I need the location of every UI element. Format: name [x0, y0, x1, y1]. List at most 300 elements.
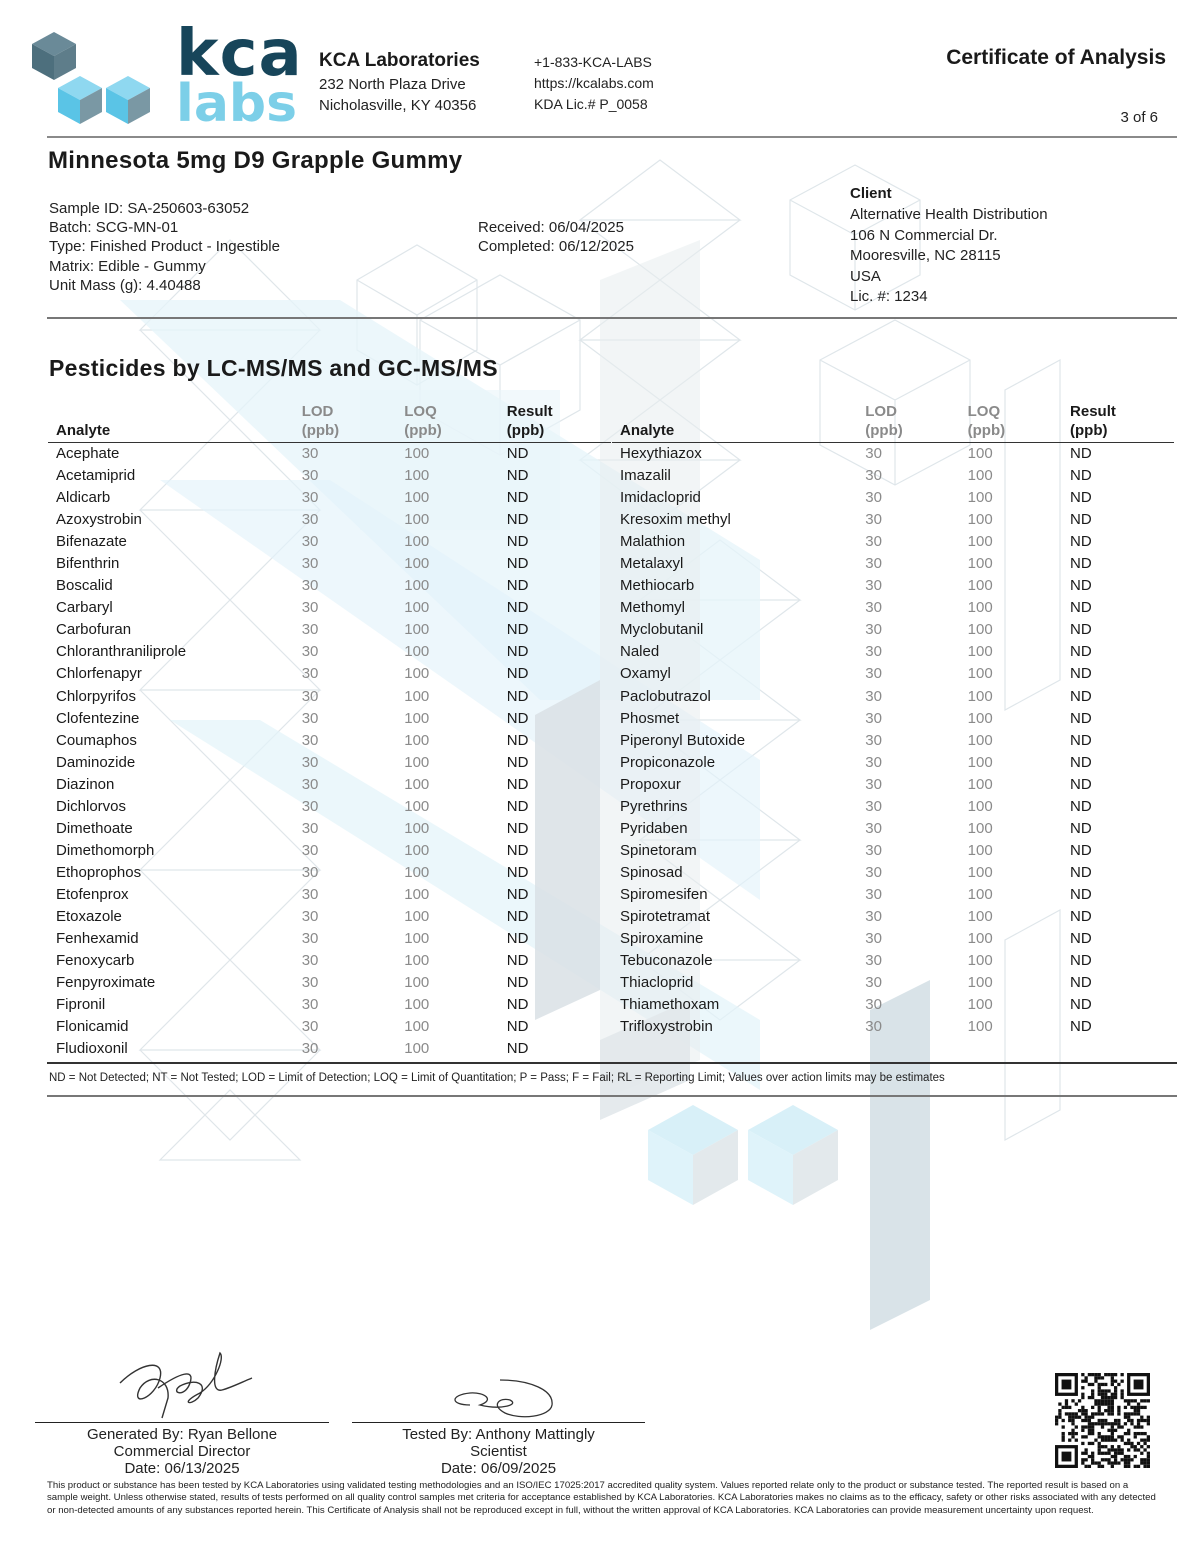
table-row — [612, 906, 1174, 928]
lod-value: 30 — [865, 467, 882, 485]
loq-value: 100 — [404, 797, 430, 815]
loq-value: 100 — [404, 974, 430, 992]
sample-id: Sample ID: SA-250603-63052 — [49, 200, 250, 217]
result-value: ND — [1070, 731, 1092, 749]
generated-by: Generated By: Ryan Bellone — [86, 1426, 278, 1443]
tested-title: Scientist — [470, 1443, 527, 1460]
table-row — [48, 730, 611, 752]
loq-value: 100 — [404, 841, 430, 859]
result-value: ND — [1070, 952, 1092, 970]
result-value: ND — [506, 952, 529, 970]
loq-value: 100 — [404, 577, 430, 595]
analyte-name: Paclobutrazol — [620, 687, 711, 705]
lod-value: 30 — [301, 908, 319, 925]
result-value: ND — [1070, 599, 1092, 617]
loq-value: 100 — [967, 863, 993, 881]
loq-value: 100 — [967, 885, 993, 903]
table-row — [48, 487, 611, 509]
table-row — [612, 575, 1174, 597]
qr-code-icon[interactable] — [1055, 1373, 1150, 1468]
analyte-name: Methomyl — [620, 599, 686, 617]
lod-value: 30 — [865, 797, 882, 815]
result-value: ND — [506, 930, 529, 948]
result-value: ND — [1070, 974, 1092, 992]
received-date: Received: 06/04/2025 — [478, 219, 624, 236]
loq-value: 100 — [404, 599, 430, 617]
loq-value: 100 — [404, 555, 430, 573]
analyte-name: Hexythiazox — [620, 445, 702, 463]
analyte-name: Etoxazole — [56, 908, 122, 925]
result-value: ND — [1070, 819, 1092, 837]
sample-divider — [47, 317, 1177, 319]
loq-value: 100 — [967, 621, 993, 639]
lod-value: 30 — [301, 974, 319, 992]
table-row — [612, 972, 1174, 994]
analyte-name: Etofenprox — [56, 885, 129, 903]
lod-value: 30 — [301, 511, 319, 529]
loq-value: 100 — [967, 599, 993, 617]
analyte-name: Carbaryl — [56, 599, 113, 617]
lod-value: 30 — [865, 555, 882, 573]
result-value: ND — [506, 577, 529, 595]
result-value: ND — [1070, 709, 1092, 727]
signature-block-generated — [35, 1426, 329, 1477]
lab-license: KDA Lic.# P_0058 — [534, 96, 648, 112]
loq-value: 100 — [404, 533, 430, 551]
table-row — [48, 928, 611, 950]
lab-address-line1: 232 North Plaza Drive — [319, 76, 466, 93]
analyte-name: Myclobutanil — [620, 621, 704, 639]
table-header-row — [48, 402, 611, 443]
table-row — [48, 553, 611, 575]
loq-value: 100 — [967, 577, 993, 595]
loq-value: 100 — [967, 665, 993, 683]
table-row — [612, 1016, 1174, 1038]
result-value: ND — [1070, 797, 1092, 815]
loq-value: 100 — [404, 1018, 430, 1036]
analyte-name: Fenoxycarb — [56, 952, 135, 970]
table-row — [612, 708, 1174, 730]
analyte-name: Trifloxystrobin — [620, 1018, 713, 1036]
analyte-name: Tebuconazole — [620, 952, 713, 970]
result-value: ND — [506, 731, 529, 749]
loq-value: 100 — [967, 952, 993, 970]
lod-value: 30 — [865, 841, 882, 859]
signature-anthony-mattingly — [440, 1375, 560, 1425]
result-value: ND — [506, 863, 529, 881]
analyte-name: Daminozide — [56, 753, 136, 771]
result-value: ND — [506, 753, 529, 771]
section-title: Pesticides by LC-MS/MS and GC-MS/MS — [49, 355, 498, 381]
analyte-name: Spiromesifen — [620, 885, 708, 903]
table-row — [612, 950, 1174, 972]
table-row — [612, 443, 1174, 466]
lod-value: 30 — [301, 555, 319, 573]
result-value: ND — [506, 974, 529, 992]
loq-value: 100 — [967, 445, 993, 463]
analyte-name: Dimethomorph — [56, 841, 155, 859]
analyte-name: Flonicamid — [56, 1018, 129, 1036]
col-loq: LOQ (ppb) — [404, 403, 442, 439]
table-header-row — [612, 402, 1174, 443]
result-value: ND — [506, 996, 529, 1014]
sample-batch: Batch: SCG-MN-01 — [49, 219, 179, 236]
table-row — [48, 994, 611, 1016]
loq-value: 100 — [404, 445, 430, 463]
analyte-name: Metalaxyl — [620, 555, 684, 573]
product-name: Minnesota 5mg D9 Grapple Gummy — [48, 147, 463, 174]
result-value: ND — [506, 1018, 529, 1036]
analyte-name: Spinosad — [620, 863, 683, 881]
result-value: ND — [1070, 445, 1092, 463]
result-value: ND — [506, 643, 529, 661]
results-table-right — [612, 402, 1174, 1038]
result-value: ND — [1070, 841, 1092, 859]
loq-value: 100 — [404, 908, 430, 925]
result-value: ND — [506, 775, 529, 793]
client-heading: Client — [850, 185, 892, 202]
loq-value: 100 — [967, 1018, 993, 1036]
lod-value: 30 — [865, 621, 882, 639]
loq-value: 100 — [967, 467, 993, 485]
table-row — [48, 575, 611, 597]
table-row — [612, 752, 1174, 774]
result-value: ND — [1070, 555, 1092, 573]
table-row — [48, 708, 611, 730]
analyte-name: Chlorpyrifos — [56, 687, 137, 705]
lab-address-line2: Nicholasville, KY 40356 — [319, 97, 477, 114]
lod-value: 30 — [301, 687, 319, 705]
lod-value: 30 — [865, 599, 882, 617]
table-row — [612, 862, 1174, 884]
lod-value: 30 — [301, 665, 319, 683]
loq-value: 100 — [967, 533, 993, 551]
table-row — [612, 928, 1174, 950]
lod-value: 30 — [865, 819, 882, 837]
signature-line-tested — [352, 1422, 645, 1423]
analyte-name: Spinetoram — [620, 841, 697, 859]
completed-date: Completed: 06/12/2025 — [478, 238, 634, 255]
analyte-name: Naled — [620, 643, 660, 661]
signature-block-tested — [352, 1426, 645, 1477]
table-row — [48, 641, 611, 663]
lod-value: 30 — [865, 665, 882, 683]
client-license: Lic. #: 1234 — [850, 288, 928, 305]
table-row — [48, 950, 611, 972]
generated-date: Date: 06/13/2025 — [124, 1460, 240, 1477]
sample-unit-mass: Unit Mass (g): 4.40488 — [49, 277, 201, 294]
lod-value: 30 — [301, 841, 319, 859]
result-value: ND — [1070, 621, 1092, 639]
table-row — [612, 796, 1174, 818]
lod-value: 30 — [301, 930, 319, 948]
lod-value: 30 — [301, 709, 319, 727]
table-row — [612, 619, 1174, 641]
result-value: ND — [506, 467, 529, 485]
table-row — [48, 443, 611, 466]
table-row — [48, 752, 611, 774]
analyte-name: Boscalid — [56, 577, 113, 595]
table-row — [48, 796, 611, 818]
loq-value: 100 — [967, 511, 993, 529]
analyte-name: Carbofuran — [56, 621, 132, 639]
loq-value: 100 — [404, 885, 430, 903]
analyte-name: Bifenthrin — [56, 555, 120, 573]
result-value: ND — [506, 908, 529, 925]
client-city: Mooresville, NC 28115 — [850, 247, 1001, 264]
analyte-name: Chloranthraniliprole — [56, 643, 187, 661]
lod-value: 30 — [301, 797, 319, 815]
result-value: ND — [506, 599, 529, 617]
lod-value: 30 — [865, 775, 882, 793]
analyte-name: Dichlorvos — [56, 797, 127, 815]
results-table-left — [48, 402, 611, 1060]
analyte-name: Propiconazole — [620, 753, 716, 771]
analyte-name: Thiamethoxam — [620, 996, 720, 1014]
lab-phone: +1-833-KCA-LABS — [534, 54, 652, 70]
result-value: ND — [506, 819, 529, 837]
table-row — [48, 531, 611, 553]
loq-value: 100 — [967, 819, 993, 837]
result-value: ND — [506, 489, 529, 507]
disclaimer-text: This product or substance has been tested by KCA Laboratories using validated testing methodologies and an ISO/IEC 17025:2017 accredited quality system. Values reported relate only to the product or substance tested. The reported result is based on a sample weight. Unless otherwise stated, results of tests performed on all quality control samples met criteria for acceptance established by KCA Laboratories. KCA Laboratories makes no claims as to the efficacy, safety or other risks associated with any detected or non-detected amounts of any substances reported herein. This Certificate of Analysis shall not be reproduced except in full, without the written approval of KCA Laboratories. KCA Laboratories can provide measurement uncertainty upon request. — [47, 1480, 1156, 1516]
result-value: ND — [1070, 996, 1092, 1014]
lod-value: 30 — [301, 731, 319, 749]
analyte-name: Acetamiprid — [56, 467, 136, 485]
result-value: ND — [506, 841, 529, 859]
lod-value: 30 — [865, 1018, 882, 1036]
table-row — [612, 686, 1174, 708]
analyte-name: Pyridaben — [620, 819, 688, 837]
analyte-name: Piperonyl Butoxide — [620, 731, 746, 749]
lod-value: 30 — [301, 599, 319, 617]
analyte-name: Fenpyroximate — [56, 974, 156, 992]
result-value: ND — [1070, 863, 1092, 881]
lod-value: 30 — [301, 819, 319, 837]
table-row — [612, 994, 1174, 1016]
analyte-name: Methiocarb — [620, 577, 695, 595]
lod-value: 30 — [301, 467, 319, 485]
lod-value: 30 — [301, 996, 319, 1014]
col-lod: LOD (ppb) — [301, 403, 340, 439]
lab-name: KCA Laboratories — [319, 50, 480, 71]
lod-value: 30 — [865, 908, 882, 925]
loq-value: 100 — [967, 930, 993, 948]
result-value: ND — [506, 533, 529, 551]
table-row — [612, 465, 1174, 487]
analyte-name: Fenhexamid — [56, 930, 139, 948]
analyte-name: Acephate — [56, 445, 120, 463]
client-name: Alternative Health Distribution — [850, 206, 1048, 223]
analyte-name: Azoxystrobin — [56, 511, 142, 529]
result-value: ND — [506, 445, 529, 463]
analyte-name: Chlorfenapyr — [56, 665, 142, 683]
table-row — [48, 509, 611, 531]
analyte-name: Bifenazate — [56, 533, 127, 551]
table-row — [612, 730, 1174, 752]
loq-value: 100 — [404, 753, 430, 771]
loq-value: 100 — [404, 665, 430, 683]
result-value: ND — [506, 687, 529, 705]
result-value: ND — [506, 709, 529, 727]
lod-value: 30 — [865, 445, 882, 463]
loq-value: 100 — [967, 687, 993, 705]
loq-value: 100 — [404, 863, 430, 881]
col-result: Result (ppb) — [506, 403, 553, 439]
lod-value: 30 — [301, 885, 319, 903]
table-row — [612, 597, 1174, 619]
loq-value: 100 — [967, 996, 993, 1014]
lod-value: 30 — [301, 489, 319, 507]
lod-value: 30 — [865, 996, 882, 1014]
table-row — [48, 906, 611, 928]
loq-value: 100 — [404, 1040, 430, 1058]
result-value: ND — [1070, 753, 1092, 771]
table-row — [48, 972, 611, 994]
loq-value: 100 — [404, 621, 430, 639]
loq-value: 100 — [967, 643, 993, 661]
loq-value: 100 — [404, 731, 430, 749]
lod-value: 30 — [301, 952, 319, 970]
analyte-name: Kresoxim methyl — [620, 511, 731, 529]
lod-value: 30 — [865, 952, 882, 970]
loq-value: 100 — [404, 996, 430, 1014]
result-value: ND — [1070, 775, 1092, 793]
tested-date: Date: 06/09/2025 — [440, 1460, 557, 1477]
table-row — [48, 884, 611, 906]
col-result: Result (ppb) — [1070, 403, 1116, 439]
loq-value: 100 — [404, 930, 430, 948]
result-value: ND — [1070, 665, 1092, 683]
lod-value: 30 — [865, 533, 882, 551]
loq-value: 100 — [404, 643, 430, 661]
table-row — [48, 1038, 611, 1060]
result-value: ND — [1070, 489, 1092, 507]
analyte-name: Fludioxonil — [56, 1040, 128, 1058]
table-row — [612, 774, 1174, 796]
table-row — [48, 840, 611, 862]
table-row — [612, 487, 1174, 509]
result-value: ND — [1070, 908, 1092, 925]
table-row — [612, 663, 1174, 685]
logo-wordmark-kca: kca — [176, 17, 303, 91]
table-row — [48, 818, 611, 840]
client-street: 106 N Commercial Dr. — [850, 227, 998, 244]
analyte-name: Fipronil — [56, 996, 106, 1014]
footnote-divider — [47, 1095, 1177, 1097]
loq-value: 100 — [404, 511, 430, 529]
analyte-name: Coumaphos — [56, 731, 137, 749]
sample-type: Type: Finished Product - Ingestible — [49, 238, 280, 255]
lod-value: 30 — [865, 577, 882, 595]
result-value: ND — [506, 555, 529, 573]
logo-cubes-icon — [30, 30, 155, 126]
lod-value: 30 — [865, 643, 882, 661]
lod-value: 30 — [301, 577, 319, 595]
analyte-name: Thiacloprid — [620, 974, 694, 992]
analyte-name: Phosmet — [620, 709, 680, 727]
lod-value: 30 — [301, 863, 319, 881]
table-row — [48, 686, 611, 708]
lod-value: 30 — [865, 709, 882, 727]
analyte-name: Spiroxamine — [620, 930, 704, 948]
result-value: ND — [1070, 577, 1092, 595]
analyte-name: Propoxur — [620, 775, 681, 793]
logo-wordmark-labs: labs — [176, 74, 298, 134]
table-row — [48, 1016, 611, 1038]
loq-value: 100 — [404, 467, 430, 485]
loq-value: 100 — [967, 797, 993, 815]
result-value: ND — [1070, 885, 1092, 903]
result-value: ND — [506, 665, 529, 683]
lod-value: 30 — [865, 930, 882, 948]
col-analyte: Analyte — [56, 422, 111, 439]
header-divider — [47, 136, 1177, 138]
lod-value: 30 — [301, 1040, 319, 1058]
table-row — [48, 774, 611, 796]
signature-ryan-bellone — [110, 1348, 260, 1423]
result-value: ND — [506, 797, 529, 815]
lod-value: 30 — [865, 731, 882, 749]
analyte-name: Spirotetramat — [620, 908, 711, 925]
table-row — [612, 641, 1174, 663]
page-number: 3 of 6 — [1120, 109, 1158, 126]
result-value: ND — [1070, 643, 1092, 661]
table-row — [48, 619, 611, 641]
loq-value: 100 — [967, 974, 993, 992]
analyte-name: Ethoprophos — [56, 863, 142, 881]
table-row — [612, 509, 1174, 531]
result-value: ND — [506, 511, 529, 529]
generated-title: Commercial Director — [113, 1443, 251, 1460]
result-value: ND — [1070, 533, 1092, 551]
loq-value: 100 — [404, 775, 430, 793]
col-loq: LOQ (ppb) — [967, 403, 1006, 439]
loq-value: 100 — [967, 489, 993, 507]
lod-value: 30 — [865, 974, 882, 992]
loq-value: 100 — [967, 731, 993, 749]
table-row — [612, 818, 1174, 840]
loq-value: 100 — [404, 709, 430, 727]
result-value: ND — [506, 885, 529, 903]
analyte-name: Diazinon — [56, 775, 115, 793]
col-analyte: Analyte — [620, 422, 675, 439]
lod-value: 30 — [301, 643, 319, 661]
lab-website-link[interactable]: https://kcalabs.com — [534, 75, 654, 91]
loq-value: 100 — [967, 753, 993, 771]
result-value: ND — [1070, 1018, 1092, 1036]
loq-value: 100 — [967, 775, 993, 793]
lod-value: 30 — [301, 775, 319, 793]
result-value: ND — [1070, 511, 1092, 529]
lod-value: 30 — [301, 445, 319, 463]
table-row — [612, 840, 1174, 862]
table-row — [48, 663, 611, 685]
loq-value: 100 — [967, 908, 993, 925]
result-value: ND — [1070, 687, 1092, 705]
analyte-name: Pyrethrins — [620, 797, 688, 815]
loq-value: 100 — [404, 819, 430, 837]
loq-value: 100 — [404, 489, 430, 507]
table-row — [48, 862, 611, 884]
loq-value: 100 — [967, 709, 993, 727]
table-row — [612, 531, 1174, 553]
analyte-name: Clofentezine — [56, 709, 140, 727]
analyte-name: Oxamyl — [620, 665, 671, 683]
analyte-name: Malathion — [620, 533, 686, 551]
result-value: ND — [506, 621, 529, 639]
lod-value: 30 — [865, 753, 882, 771]
